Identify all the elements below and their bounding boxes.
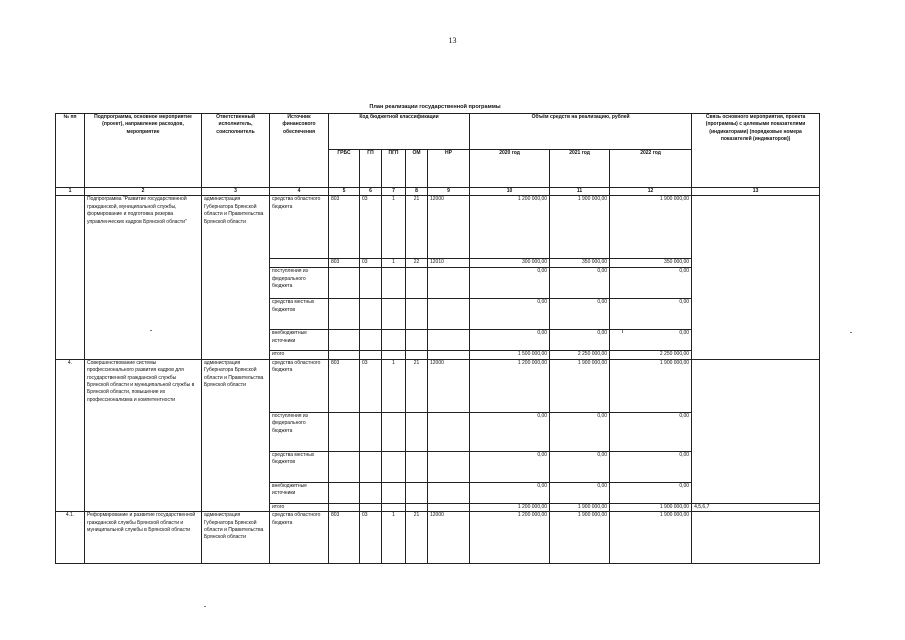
np-cell (428, 412, 470, 451)
value-2022: 0,00 (610, 451, 692, 482)
col-num: 6 (360, 188, 382, 196)
col-num: 1 (56, 188, 85, 196)
measure-responsible: администрация Губернатора Брянской области и Правительства Брянской области (202, 512, 270, 564)
measure-responsible: администрация Губернатора Брянской области и Правительства Брянской области (202, 359, 270, 511)
header-responsible: Ответственный исполнитель, соисполнитель (202, 114, 270, 188)
value-2021: 0,00 (550, 330, 610, 351)
value-2020: 0,00 (470, 451, 550, 482)
header-om: ОМ (406, 150, 428, 188)
row-num: 4. (56, 359, 85, 511)
om-cell: 21 (406, 196, 428, 259)
column-numbers-row (56, 188, 820, 196)
np-cell (428, 299, 470, 330)
source-cell: средства областного бюджета (270, 512, 329, 564)
table-row (56, 359, 820, 412)
col-num: 8 (406, 188, 428, 196)
np-cell (428, 268, 470, 299)
value-2022: 350 000,00 (610, 259, 692, 268)
gp-cell (360, 351, 382, 359)
col-num: 5 (329, 188, 360, 196)
header-pgp: ПГП (382, 150, 406, 188)
gp-cell (360, 482, 382, 503)
pgp-cell (382, 351, 406, 359)
grbs-cell: 803 (329, 512, 360, 564)
value-2022: 0,00 (610, 330, 692, 351)
link-cell: 4,5,6,7 (692, 503, 820, 511)
header-funds: Объём средств на реализацию, рублей (470, 114, 692, 150)
header-num: № пп (56, 114, 85, 188)
value-2021: 350 000,00 (550, 259, 610, 268)
document-title: План реализации государственной программы (369, 104, 501, 110)
om-cell (406, 482, 428, 503)
source-cell: поступления из федерального бюджета (270, 268, 329, 299)
value-2022: 1 900 000,00 (610, 196, 692, 259)
grbs-cell: 803 (329, 359, 360, 412)
header-np: НР (428, 150, 470, 188)
gp-cell (360, 503, 382, 511)
value-2021: 1 900 000,00 (550, 512, 610, 564)
value-2021: 1 900 000,00 (550, 503, 610, 511)
value-2021: 0,00 (550, 268, 610, 299)
table-row (56, 512, 820, 564)
om-cell (406, 268, 428, 299)
col-num: 3 (202, 188, 270, 196)
pgp-cell: 1 (382, 359, 406, 412)
header-source: Источник финансового обеспечения (270, 114, 329, 188)
gp-cell (360, 299, 382, 330)
measure-name: Совершенствование системы профессионального развития кадров для государственной гражданской службы Брянской области и муниципальной службы в Брянской области, повышение их профессионализма и компетентности (85, 359, 202, 511)
value-2021: 0,00 (550, 451, 610, 482)
measure-name: Реформирование и развитие государственной гражданской службы Брянской области и муниципальной службы в Брянской области (85, 512, 202, 564)
gp-cell: 03 (360, 259, 382, 268)
row-num (56, 196, 85, 359)
grbs-cell (329, 299, 360, 330)
np-cell: 12000 (428, 512, 470, 564)
source-cell (270, 259, 329, 268)
value-2020: 0,00 (470, 299, 550, 330)
np-cell (428, 330, 470, 351)
np-cell: 12000 (428, 196, 470, 259)
col-num: 10 (470, 188, 550, 196)
value-2020: 1 200 000,00 (470, 359, 550, 412)
gp-cell: 03 (360, 512, 382, 564)
pgp-cell: 1 (382, 196, 406, 259)
table-row (56, 196, 820, 259)
header-2020: 2020 год (470, 150, 550, 188)
source-cell: итого (270, 351, 329, 359)
grbs-cell (329, 503, 360, 511)
value-2020: 300 000,00 (470, 259, 550, 268)
om-cell (406, 299, 428, 330)
source-cell: средства областного бюджета (270, 359, 329, 412)
value-2020: 0,00 (470, 330, 550, 351)
col-num: 7 (382, 188, 406, 196)
np-cell (428, 503, 470, 511)
grbs-cell: 803 (329, 259, 360, 268)
header-link: Связь основного мероприятия, проекта (программы) с целевыми показателями (индикаторами) (порядковые номера показателей (индикаторов)) (692, 114, 820, 188)
value-2020: 1 200 000,00 (470, 512, 550, 564)
gp-cell (360, 451, 382, 482)
link-cell (692, 196, 820, 359)
header-row (56, 114, 820, 150)
source-cell: поступления из федерального бюджета (270, 412, 329, 451)
value-2022: 1 900 000,00 (610, 503, 692, 511)
grbs-cell (329, 268, 360, 299)
pgp-cell (382, 482, 406, 503)
link-cell (692, 512, 820, 564)
pgp-cell (382, 451, 406, 482)
gp-cell (360, 330, 382, 351)
source-cell: средства областного бюджета (270, 196, 329, 259)
om-cell (406, 351, 428, 359)
gp-cell (360, 268, 382, 299)
pgp-cell (382, 268, 406, 299)
scan-speck (622, 330, 623, 333)
om-cell: 21 (406, 359, 428, 412)
source-cell: итого (270, 503, 329, 511)
value-2022: 2 250 000,00 (610, 351, 692, 359)
col-num: 2 (85, 188, 202, 196)
plan-table (55, 113, 820, 564)
header-2022: 2022 год (610, 150, 692, 188)
value-2021: 1 900 000,00 (550, 359, 610, 412)
value-2020: 0,00 (470, 482, 550, 503)
link-cell (692, 359, 820, 503)
source-cell: средства местных бюджетов (270, 451, 329, 482)
om-cell (406, 330, 428, 351)
header-kbk: Код бюджетной классификации (329, 114, 470, 150)
header-grbs: ГРБС (329, 150, 360, 188)
np-cell (428, 451, 470, 482)
np-cell (428, 482, 470, 503)
value-2022: 0,00 (610, 412, 692, 451)
source-cell: внебюджетные источники (270, 330, 329, 351)
col-num: 13 (692, 188, 820, 196)
value-2022: 1 900 000,00 (610, 512, 692, 564)
col-num: 4 (270, 188, 329, 196)
col-num: 9 (428, 188, 470, 196)
value-2022: 0,00 (610, 299, 692, 330)
header-2021: 2021 год (550, 150, 610, 188)
scan-speck (850, 332, 852, 333)
pgp-cell (382, 330, 406, 351)
value-2020: 0,00 (470, 268, 550, 299)
value-2021: 1 900 000,00 (550, 196, 610, 259)
np-cell (428, 351, 470, 359)
om-cell (406, 503, 428, 511)
pgp-cell (382, 503, 406, 511)
om-cell (406, 412, 428, 451)
value-2021: 2 250 000,00 (550, 351, 610, 359)
om-cell: 22 (406, 259, 428, 268)
col-num: 12 (610, 188, 692, 196)
value-2020: 0,00 (470, 412, 550, 451)
header-name: Подпрограмма, основное мероприятие (проект), направление расходов, мероприятие (85, 114, 202, 188)
grbs-cell (329, 330, 360, 351)
value-2021: 0,00 (550, 299, 610, 330)
value-2021: 0,00 (550, 412, 610, 451)
row-num: 4.1. (56, 512, 85, 564)
grbs-cell: 803 (329, 196, 360, 259)
value-2020: 1 500 000,00 (470, 351, 550, 359)
value-2022: 0,00 (610, 482, 692, 503)
col-num: 11 (550, 188, 610, 196)
np-cell: 12010 (428, 259, 470, 268)
pgp-cell (382, 412, 406, 451)
source-cell: внебюджетные источники (270, 482, 329, 503)
scan-speck (150, 330, 152, 331)
value-2022: 1 900 000,00 (610, 359, 692, 412)
np-cell: 12000 (428, 359, 470, 412)
om-cell (406, 451, 428, 482)
grbs-cell (329, 451, 360, 482)
subprogram-responsible: администрация Губернатора Брянской области и Правительства Брянской области (202, 196, 270, 359)
pgp-cell (382, 299, 406, 330)
gp-cell: 03 (360, 196, 382, 259)
grbs-cell (329, 412, 360, 451)
subprogram-name: Подпрограмма "Развитие государственной гражданской, муниципальной службы, формирование и подготовка резерва управленческих кадров Брянской области" (85, 196, 202, 359)
value-2020: 1 200 000,00 (470, 503, 550, 511)
value-2021: 0,00 (550, 482, 610, 503)
gp-cell: 03 (360, 359, 382, 412)
gp-cell (360, 412, 382, 451)
source-cell: средства местных бюджетов (270, 299, 329, 330)
header-gp: ГП (360, 150, 382, 188)
pgp-cell: 1 (382, 512, 406, 564)
grbs-cell (329, 482, 360, 503)
page-number: 13 (448, 36, 457, 45)
om-cell: 21 (406, 512, 428, 564)
pgp-cell: 1 (382, 259, 406, 268)
grbs-cell (329, 351, 360, 359)
scan-speck (204, 606, 206, 607)
value-2022: 0,00 (610, 268, 692, 299)
value-2020: 1 200 000,00 (470, 196, 550, 259)
